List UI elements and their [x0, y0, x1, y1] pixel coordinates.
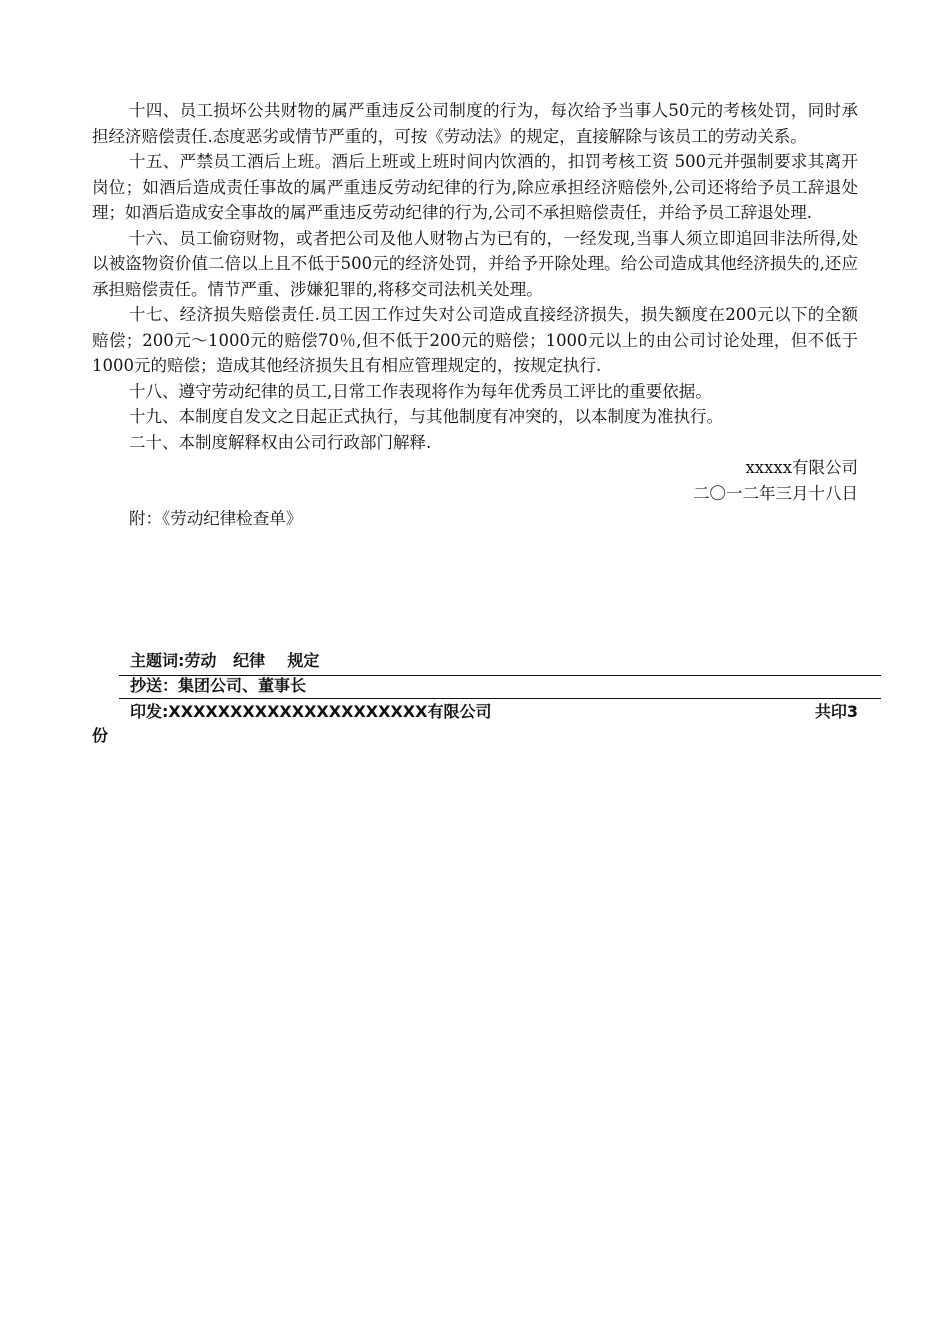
- document-body: [92, 98, 858, 532]
- copies-count: 共印3: [814, 702, 858, 721]
- clause-16: 十六、员工偷窃财物，或者把公司及他人财物占为已有的，一经发现,当事人须立即追回非法所得,处以被盗物资价值二倍以上且不低于500元的经济处罚，并给予开除处理。给公司造成其他经济损失的,还应承担赔偿责任。情节严重、涉嫌犯罪的,将移交司法机关处理。: [92, 228, 858, 299]
- signature-company: xxxxx有限公司: [745, 458, 858, 477]
- signature-date: 二〇一二年三月十八日: [693, 483, 858, 503]
- cc-line: 抄送：集团公司、董事长: [130, 676, 307, 695]
- clause-17: 十七、经济损失赔偿责任.员工因工作过失对公司造成直接经济损失，损失额度在200元以下的全额赔偿；200元～1000元的赔偿70％,但不低于200元的赔偿；1000元以上的由公司讨论处理，但不低于1000元的赔偿；造成其他经济损失且有相应管理规定的，按规定执行.: [92, 305, 858, 375]
- issuer-line: 印发:XXXXXXXXXXXXXXXXXXXXX有限公司: [130, 702, 492, 721]
- clause-15: 十五、严禁员工酒后上班。酒后上班或上班时间内饮酒的，扣罚考核工资 500元并强制要求其离开岗位；如酒后造成责任事故的属严重违反劳动纪律的行为,除应承担经济赔偿外,公司还将给予员工辞退处理；如酒后造成安全事故的属严重违反劳动纪律的行为,公司不承担赔偿责任，并给予员工辞退处理.: [92, 152, 858, 222]
- attachment-note: 附：《劳动纪律检查单》: [129, 509, 303, 528]
- clause-20: 二十、本制度解释权由公司行政部门解释.: [129, 432, 432, 452]
- clause-14: 十四、员工损坏公共财物的属严重违反公司制度的行为，每次给予当事人50元的考核处罚，同时承担经济赔偿责任.态度恶劣或情节严重的，可按《劳动法》的规定，直接解除与该员工的劳动关系。: [92, 101, 858, 146]
- copies-unit: 份: [92, 726, 109, 745]
- clause-19: 十九、本制度自发文之日起正式执行，与其他制度有冲突的，以本制度为准执行。: [129, 407, 723, 426]
- clause-18: 十八、遵守劳动纪律的员工,日常工作表现将作为每年优秀员工评比的重要依据。: [129, 381, 712, 401]
- keywords-line: 主题词:劳动 纪律 规定: [130, 651, 320, 670]
